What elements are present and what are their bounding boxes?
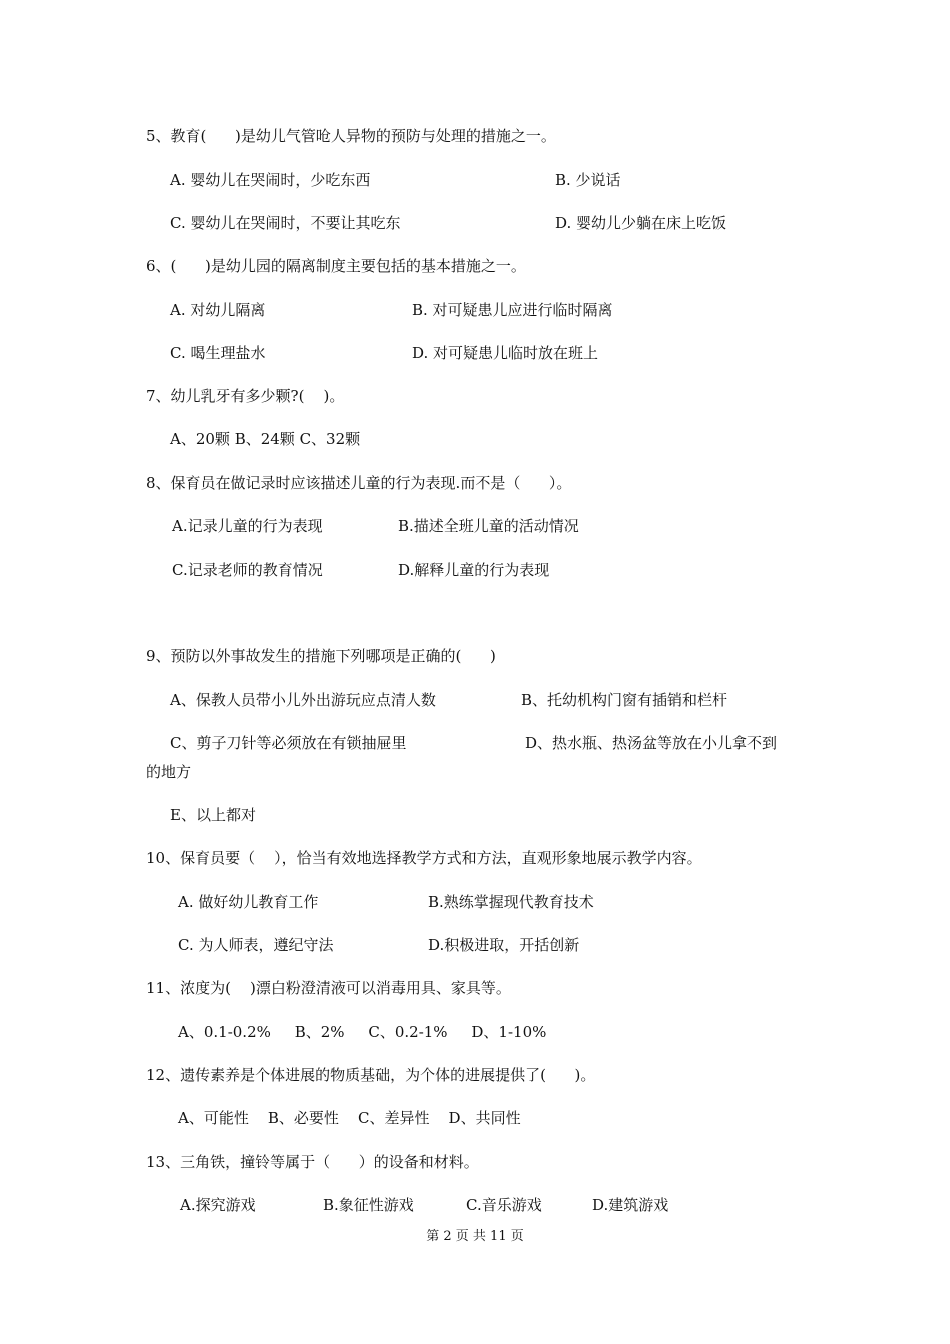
question-9-option-e: E、以上都对	[170, 806, 256, 824]
question-6-option-a: A. 对幼儿隔离	[170, 301, 266, 319]
question-8-option-a: A.记录儿童的行为表现	[172, 517, 323, 535]
question-10-stem: 10、保育员要（ ），恰当有效地选择教学方式和方法，直观形象地展示教学内容。	[146, 849, 702, 867]
question-13-stem: 13、三角铁，撞铃等属于（ ）的设备和材料。	[146, 1153, 479, 1171]
question-13-option-b: B.象征性游戏	[323, 1196, 414, 1214]
question-13-option-a: A.探究游戏	[180, 1196, 256, 1214]
question-10-option-b: B.熟练掌握现代教育技术	[428, 893, 594, 911]
question-13-option-d: D.建筑游戏	[592, 1196, 669, 1214]
question-12-stem: 12、遗传素养是个体进展的物质基础，为个体的进展提供了( )。	[146, 1066, 596, 1084]
question-6-option-b: B. 对可疑患儿应进行临时隔离	[412, 301, 613, 319]
question-5-option-c: C. 婴幼儿在哭闹时，不要让其吃东	[170, 214, 401, 232]
question-5-option-b: B. 少说话	[555, 171, 621, 189]
question-8-option-b: B.描述全班儿童的活动情况	[398, 517, 579, 535]
question-11-stem: 11、浓度为( )漂白粉澄清液可以消毒用具、家具等。	[146, 979, 511, 997]
page-footer: 第 2 页 共 11 页	[426, 1229, 524, 1244]
question-6-option-c: C. 喝生理盐水	[170, 344, 266, 362]
question-11-options: A、0.1-0.2% B、2% C、0.2-1% D、1-10%	[178, 1023, 547, 1041]
question-8-stem: 8、保育员在做记录时应该描述儿童的行为表现.而不是（ ）。	[146, 474, 572, 492]
question-13-option-c: C.音乐游戏	[466, 1196, 542, 1214]
question-8-option-c: C.记录老师的教育情况	[172, 561, 323, 579]
question-6-option-d: D. 对可疑患儿临时放在班上	[412, 344, 599, 362]
question-5-option-a: A. 婴幼儿在哭闹时，少吃东西	[170, 171, 371, 189]
question-10-option-d: D.积极进取，开括创新	[428, 936, 580, 954]
question-7-stem: 7、幼儿乳牙有多少颗?( )。	[146, 387, 345, 405]
question-5-option-d: D. 婴幼儿少躺在床上吃饭	[555, 214, 727, 232]
question-9-option-d-continued: 的地方	[146, 763, 192, 781]
question-8-option-d: D.解释儿童的行为表现	[398, 561, 550, 579]
question-5-stem: 5、教育( )是幼儿气管呛人异物的预防与处理的措施之一。	[146, 127, 556, 145]
question-7-options: A、20颗 B、24颗 C、32颗	[170, 430, 361, 448]
question-9-stem: 9、预防以外事故发生的措施下列哪项是正确的( )	[146, 647, 496, 665]
question-10-option-a: A. 做好幼儿教育工作	[178, 893, 319, 911]
question-9-option-d: D、热水瓶、热汤盆等放在小儿拿不到	[525, 734, 778, 752]
question-6-stem: 6、( )是幼儿园的隔离制度主要包括的基本措施之一。	[146, 257, 526, 275]
question-9-option-b: B、托幼机构门窗有插销和栏杆	[521, 691, 728, 709]
question-9-option-a: A、保教人员带小儿外出游玩应点清人数	[170, 691, 436, 709]
question-9-option-c: C、剪子刀针等必须放在有锁抽屉里	[170, 734, 407, 752]
question-10-option-c: C. 为人师表，遵纪守法	[178, 936, 334, 954]
question-12-options: A、可能性 B、必要性 C、差异性 D、共同性	[178, 1109, 521, 1127]
